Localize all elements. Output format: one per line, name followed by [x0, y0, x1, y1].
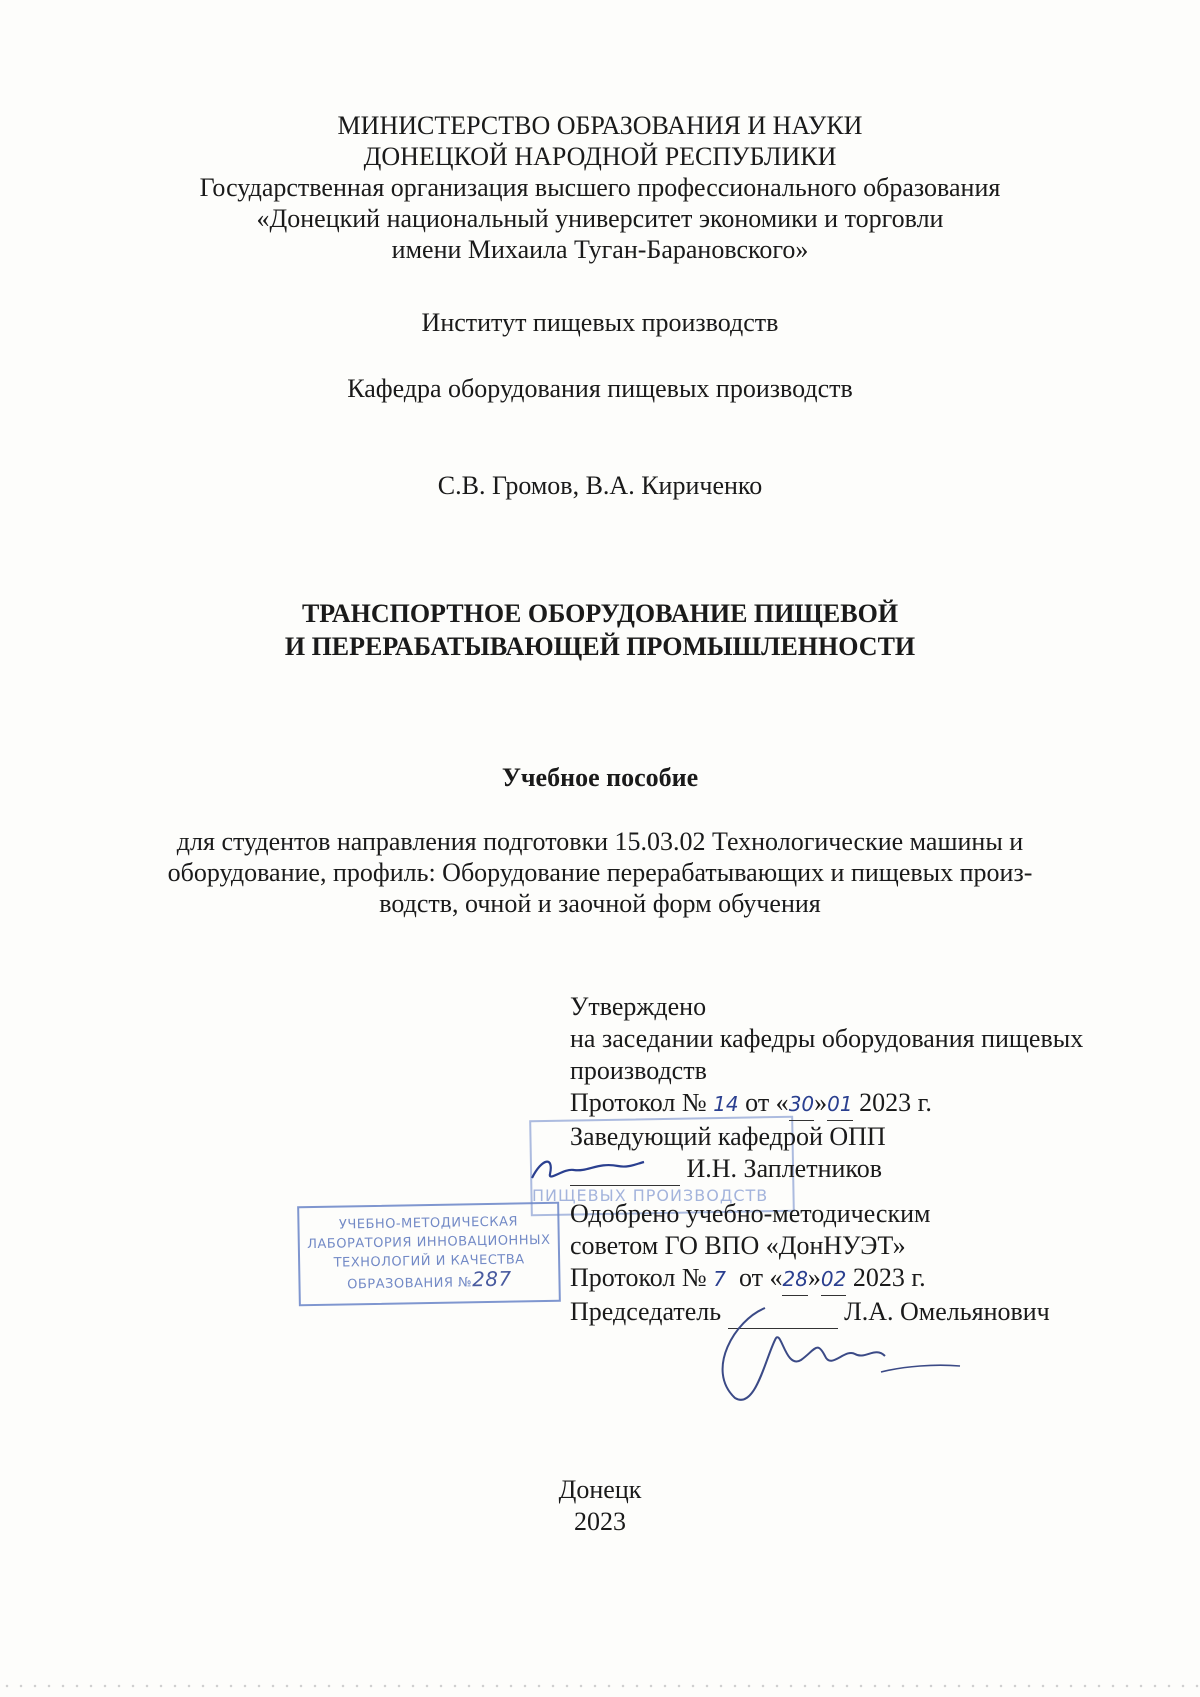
head-title: Заведующий кафедрой ОПП [570, 1122, 886, 1151]
meeting-line-2: производств [570, 1056, 707, 1085]
meeting-line-1: на заседании кафедры оборудования пищевых [570, 1024, 1084, 1053]
ministry-line-2: ДОНЕЦКОЙ НАРОДНОЙ РЕСПУБЛИКИ [363, 142, 837, 171]
protocol-prefix: Протокол № [570, 1088, 707, 1117]
approved-label: Утверждено [570, 992, 707, 1021]
authors-names: С.В. Громов, В.А. Кириченко [437, 471, 763, 500]
protocol-number: 14 [713, 1092, 739, 1116]
council-protocol-prefix: Протокол № [570, 1263, 707, 1292]
organization-line-1: Государственная организация высшего профессионального образования [199, 173, 1001, 202]
department-stamp-text: ПИЩЕВЫХ ПРОИЗВОДСТВ [532, 1186, 769, 1205]
chair-signature-icon [705, 1300, 965, 1410]
council-line-1: Одобрено учебно-методическим [570, 1199, 931, 1228]
council-protocol-line: Протокол № 7 от «28»02 2023 г. [570, 1262, 1170, 1296]
council-protocol-year: 2023 г. [852, 1263, 926, 1292]
lab-stamp-line-1: УЧЕБНО-МЕТОДИЧЕСКАЯ [338, 1214, 519, 1233]
protocol-day: 30 [789, 1088, 814, 1121]
head-name: И.Н. Заплетников [686, 1154, 882, 1183]
protocol-month: 01 [827, 1088, 852, 1121]
protocol-from: от « [745, 1088, 789, 1117]
council-protocol-day: 28 [782, 1263, 807, 1296]
ministry-line-1: МИНИСТЕРСТВО ОБРАЗОВАНИЯ И НАУКИ [337, 111, 863, 140]
lab-stamp-line-4 [300, 1266, 558, 1295]
lab-stamp-label: ОБРАЗОВАНИЯ № [347, 1275, 473, 1293]
department [0, 373, 1200, 404]
book-type [0, 762, 1200, 793]
book-type-label: Учебное пособие [501, 763, 699, 792]
audience [0, 826, 1200, 919]
protocol-line: Протокол № 14 от «30»01 2023 г. [570, 1087, 1170, 1121]
institute-name: Институт пищевых производств [421, 308, 779, 337]
authors [0, 470, 1200, 501]
lab-stamp-line-3: ТЕХНОЛОГИЙ И КАЧЕСТВА [333, 1252, 525, 1271]
audience-line-1: для студентов направления подготовки 15.03.02 Технологические машины и [176, 827, 1024, 856]
bottom-scan-dots [0, 1684, 1200, 1688]
lab-stamp-number: 287 [471, 1266, 512, 1292]
head-signature-icon [528, 1148, 648, 1188]
city: Донецк [558, 1475, 642, 1504]
book-title-line-2: И ПЕРЕРАБАТЫВАЮЩЕЙ ПРОМЫШЛЕННОСТИ [284, 632, 916, 661]
lab-stamp [297, 1202, 561, 1307]
year: 2023 [574, 1507, 626, 1536]
lab-stamp-line-2: ЛАБОРАТОРИЯ ИННОВАЦИОННЫХ [307, 1232, 551, 1253]
protocol-year: 2023 г. [859, 1088, 932, 1117]
approval-block [570, 991, 1170, 1329]
council-protocol-number: 7 [713, 1267, 726, 1291]
head-signature-line [570, 1153, 1170, 1186]
institute [0, 307, 1200, 338]
council-protocol-from: от « [738, 1263, 783, 1292]
chair-name: Л.А. Омельянович [844, 1297, 1050, 1326]
chair-title: Председатель [570, 1297, 722, 1326]
department-name: Кафедра оборудования пищевых производств [347, 374, 853, 403]
audience-line-2: оборудование, профиль: Оборудование перерабатывающих и пищевых произ- [167, 858, 1033, 887]
organization-line-3: имени Михаила Туган-Барановского» [391, 235, 809, 264]
audience-line-3: водств, очной и заочной форм обучения [379, 889, 821, 918]
book-title [0, 597, 1200, 663]
council-protocol-month: 02 [821, 1263, 846, 1296]
city-year [0, 1474, 1200, 1538]
council-line-2: советом ГО ВПО «ДонНУЭТ» [570, 1231, 906, 1260]
header-block [0, 110, 1200, 265]
book-title-line-1: ТРАНСПОРТНОЕ ОБОРУДОВАНИЕ ПИЩЕВОЙ [301, 599, 899, 628]
organization-line-2: «Донецкий национальный университет экономики и торговли [256, 204, 944, 233]
